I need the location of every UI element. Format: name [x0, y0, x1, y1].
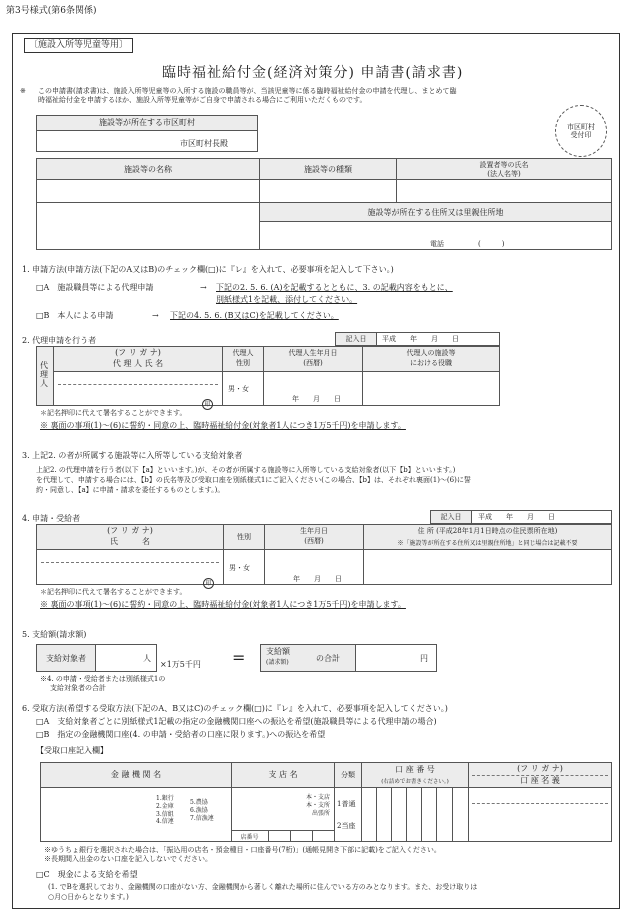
s2-date-value: 平成 年 月 日 [382, 335, 459, 343]
s4-date-value: 平成 年 月 日 [478, 513, 555, 521]
class-ordinary: 1普通 [337, 800, 356, 808]
section-6-heading: 6. 受取方法(希望する受取方法(下記のA、B又はC)のチェック欄(□)に『レ』を入れて、必要事項を記入してください。) [22, 704, 448, 713]
option-a-text-2: 別紙様式1を記載、添付してください。 [216, 295, 358, 304]
agent-seal-mark: 印 [202, 391, 213, 410]
municipality-addressee: 市区町村長殿 [180, 139, 228, 148]
option-b-text: 下記の4. 5. 6. (B又はC)を記載してください。 [170, 311, 339, 320]
section-1-heading: 1. 申請方法(申請方法(下記のA又はB)のチェック欄(□)に『レ』を入れて、必要事項を記入して下さい。) [22, 265, 394, 274]
intro-mark: ※ [20, 87, 26, 95]
agent-birth-value: 年 月 日 [292, 395, 341, 403]
bank-header: 金 融 機 関 名 [110, 770, 162, 779]
facility-name-header: 施設等の名称 [124, 165, 172, 174]
form-number: 第3号様式(第6条関係) [6, 6, 97, 16]
s2-pledge: ※ 裏面の事項(1)〜(6)に誓約・同意の上、臨時福祉給付金(対象者1人につき1万5千円)を申請します。 [40, 421, 406, 430]
branch-header: 支 店 名 [268, 770, 298, 779]
holder-furigana-line [472, 803, 608, 804]
class-header: 分類 [341, 771, 355, 779]
agent-furigana-divider [58, 384, 218, 385]
amount-total-label: の合計 [316, 654, 340, 663]
section-4-heading: 4. 申請・受給者 [22, 514, 81, 523]
s6-c-note-2: ○月○日からとなります。) [48, 893, 129, 901]
acct-digit-1 [376, 787, 377, 842]
option-a-checkbox[interactable]: □A 施設職員等による代理申請 [36, 283, 154, 292]
account-holder-input[interactable] [468, 787, 612, 842]
s4-pledge: ※ 裏面の事項(1)〜(6)に誓約・同意の上、臨時福祉給付金(対象者1人につき1万5千円)を申請します。 [40, 600, 406, 609]
form-tag: 〔施設入所等児童等用〕 [24, 38, 133, 53]
account-section-title: 【受取口座記入欄】 [36, 746, 108, 755]
agent-role-header-2: における役職 [410, 359, 452, 367]
facility-type-input[interactable] [259, 179, 397, 203]
seal-line-2: 受付印 [570, 131, 592, 139]
phone-paren: ( ) [478, 240, 505, 248]
applicant-furigana-header: (フ リ ガ ナ) [107, 526, 153, 535]
agent-role-header-1: 代理人の施設等 [406, 349, 456, 357]
applicant-furigana-divider [41, 562, 219, 563]
option-b-checkbox[interactable]: □B 本人による申請 [36, 311, 114, 320]
agent-furigana-header: (フ リ ガ ナ) [115, 348, 161, 357]
s5-note-2: 支給対象者の合計 [50, 684, 106, 692]
s3-text-1: 上記2. の代理申請を行う者(以下【a】といいます。)が、その者が所属する施設等に入所等している支給対象者(以下【b】といいます。) [36, 466, 456, 474]
acct-digit-3 [406, 787, 407, 842]
agent-name-input[interactable] [53, 371, 223, 406]
intro-line-2: 時福祉給付金を申請するほか、施設入所等児童等がご自身で申請される場合にご利用いただくものです。 [38, 96, 367, 104]
s6-note-1: ※ゆうちょ銀行を選択された場合は、「振込用の店名・預金種目・口座番号(7桁)」(通帳見開き下部に記載)をご記入ください。 [44, 846, 441, 854]
applicant-name-header: 氏 名 [110, 537, 150, 546]
agent-gender-value: 男・女 [228, 385, 249, 393]
receive-option-c[interactable]: □C 現金による支給を希望 [36, 870, 138, 879]
form-title: 臨時福祉給付金(経済対策分) 申請書(請求書) [162, 65, 464, 81]
branch-no-label: 店番号 [240, 834, 259, 841]
phone-label: 電話 [430, 240, 444, 248]
acct-digit-2 [391, 787, 392, 842]
agent-name-header: 代 理 人 氏 名 [112, 359, 164, 368]
branch-no-divider [231, 830, 335, 831]
founder-header-2: (法人名等) [487, 170, 521, 178]
target-count-label: 支給対象者 [46, 654, 86, 663]
receive-option-a[interactable]: □A 支給対象者ごとに別紙様式1記載の指定の金融機関口座への振込を希望(施設職員等による代理申請の場合) [36, 717, 437, 726]
multiplier-text: ×1万5千円 [160, 660, 201, 669]
account-no-sub: (右詰めでお書きください。) [381, 779, 449, 785]
address-header: 施設等が所在する住所又は里親住所地 [367, 208, 504, 217]
facility-type-header: 施設等の種類 [304, 165, 352, 174]
branch-types: 本・支店 本・支所 出張所 [305, 794, 330, 817]
s4-note: ＊記名押印に代えて署名することができます。 [40, 588, 187, 596]
agent-gender-header-1: 代理人 [232, 349, 254, 357]
founder-header-1: 設置者等の氏名 [479, 161, 529, 169]
municipality-header: 施設等が所在する市区町村 [99, 118, 195, 127]
facility-blank-cell [36, 202, 260, 250]
bank-types-right: 5.農協 6.漁協 7.信漁連 [190, 799, 214, 822]
option-b-arrow: → [152, 311, 159, 320]
amount-label-1: 支給額 [266, 647, 290, 656]
amount-yen: 円 [420, 654, 428, 663]
s5-note-1: ※4. の申請・受給者または別紙様式1の [40, 675, 166, 683]
applicant-gender-header: 性別 [237, 533, 251, 541]
acct-digit-6 [452, 787, 453, 842]
class-current: 2当座 [337, 822, 356, 830]
applicant-address-input[interactable] [363, 549, 612, 585]
option-a-text-1: 下記の2. 5. 6. (A)を記載するとともに、3. の記載内容をもとに、 [216, 283, 453, 292]
s3-text-3: 約・同意し、【a】に申請・請求を委任するものとします。)。 [36, 486, 225, 494]
section-3-heading: 3. 上記2. の者が所属する施設等に入所等している支給対象者 [22, 451, 243, 460]
s6-c-note-1: (1. でBを選択しており、金融機関の口座がない方、金融機関から著しく離れた場所に住んでいる方のみとなります。また、お受け取りは [48, 883, 478, 891]
applicant-seal-mark: 印 [203, 570, 214, 589]
holder-header: 口 座 名 義 [520, 776, 560, 785]
facility-name-input[interactable] [36, 179, 260, 203]
applicant-birth-header-2: (西暦) [304, 537, 324, 545]
branch-no-digit-1 [290, 830, 291, 842]
bank-types-left: 1.銀行 2.金庫 3.信組 4.信連 [156, 795, 174, 826]
agent-side-label: 代理人 [40, 361, 48, 388]
equals-sign: = [232, 648, 246, 667]
founder-input[interactable] [396, 179, 612, 203]
section-5-heading: 5. 支給額(請求額) [22, 630, 87, 639]
applicant-address-note: ※「施設等が所在する住所又は里親住所地」と同じ場合は記載不要 [397, 540, 578, 547]
agent-role-input[interactable] [362, 371, 500, 406]
acct-digit-5 [436, 787, 437, 842]
applicant-birth-value: 年 月 日 [293, 575, 342, 583]
s2-note: ＊記名押印に代えて署名することができます。 [40, 409, 187, 417]
account-no-header: 口 座 番 号 [395, 765, 435, 774]
receive-option-b[interactable]: □B 指定の金融機関口座(4. の申請・受給者の口座に限ります。)への振込を希望 [36, 730, 326, 739]
account-class-input[interactable] [334, 787, 362, 842]
holder-furigana-header: (フ リ ガ ナ) [517, 764, 563, 773]
amount-label-2: (請求額) [266, 659, 289, 666]
section-2-heading: 2. 代理申請を行う者 [22, 336, 97, 345]
applicant-name-input[interactable] [36, 549, 224, 585]
option-a-arrow: → [200, 283, 207, 292]
applicant-gender-value: 男・女 [229, 564, 250, 572]
branch-no-label-divider [268, 830, 269, 842]
target-count-unit: 人 [143, 654, 151, 663]
agent-gender-header-2: 性別 [236, 359, 250, 367]
s3-text-2: を代理して、申請する場合には、【b】の氏名等及び受取口座を別紙様式1にご記入ください(この場合、【b】は、それぞれ裏面(1)〜(6)に誓 [36, 476, 471, 484]
seal-line-1: 市区町村 [567, 122, 595, 131]
acct-digit-4 [421, 787, 422, 842]
agent-birth-header-2: (西暦) [303, 359, 323, 367]
applicant-address-header: 住 所 (平成28年1月1日時点の住民票所在地) [417, 527, 558, 535]
reception-stamp-area [555, 105, 607, 157]
s6-note-2: ※長期間入出金のない口座を記入しないでください。 [44, 855, 212, 863]
s2-date-label: 記入日 [345, 335, 367, 343]
branch-no-digit-2 [312, 830, 313, 842]
intro-line-1: この申請書(請求書)は、施設入所等児童等の入所する施設の職員等が、当該児童等に係る臨時福祉給付金の申請を代理し、まとめて臨 [38, 87, 457, 95]
agent-birth-header-1: 代理人生年月日 [288, 349, 338, 357]
s4-date-label: 記入日 [440, 513, 462, 521]
applicant-birth-header-1: 生年月日 [300, 527, 328, 535]
